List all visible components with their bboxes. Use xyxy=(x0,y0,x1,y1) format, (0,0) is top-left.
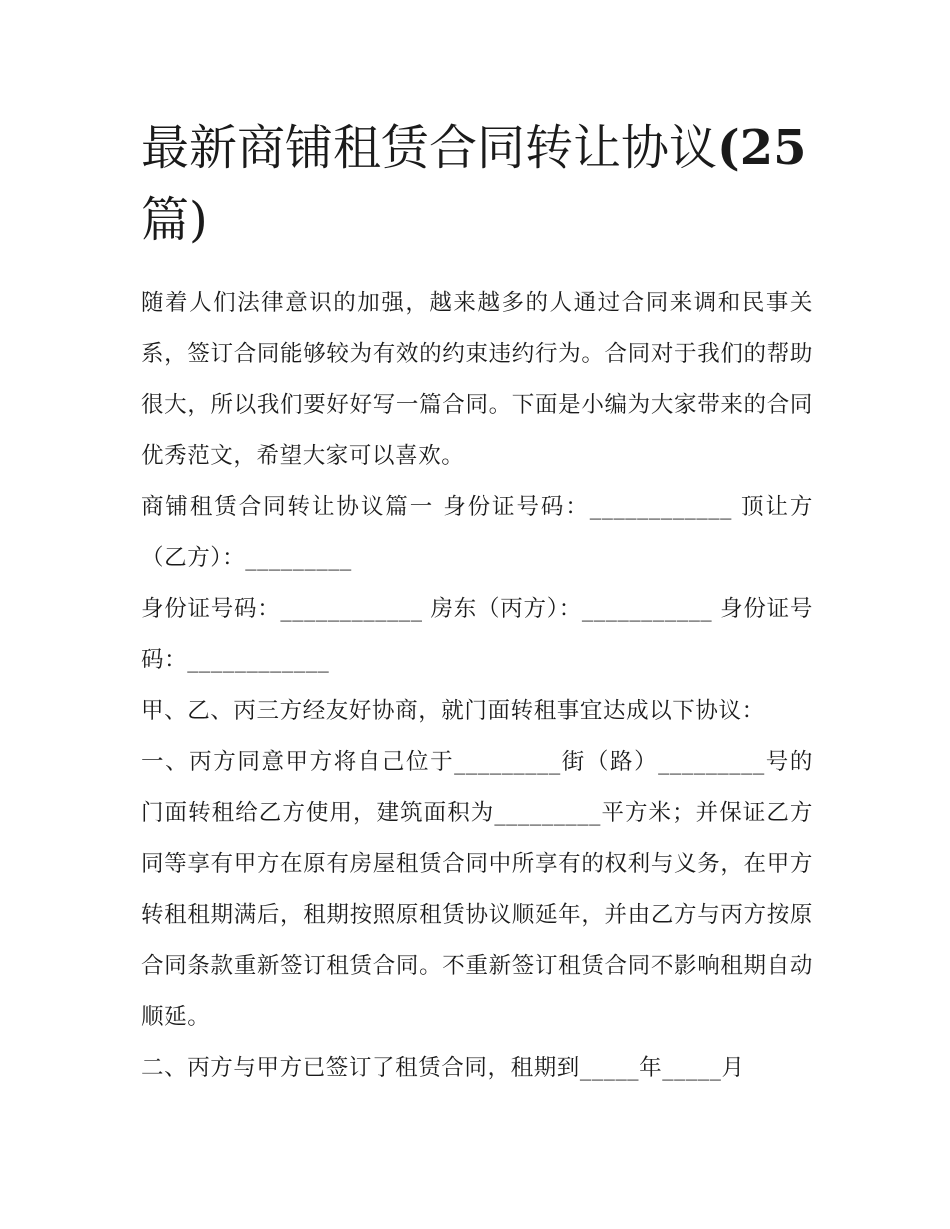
clause-one-paragraph: 一、丙方同意甲方将自己位于_________街（路）_________号的门面转租给乙方使用，建筑面积为_________平方米；并保证乙方同等享有甲方在原有房屋租赁合同中所享有的权利与义务，在甲方转租租期满后，租期按照原租赁协议顺延年，并由乙方与丙方按原合同条款重新签订租赁合同。不重新签订租赁合同不影响租期自动顺延。 xyxy=(141,749,813,1030)
party-a-id-paragraph: 商铺租赁合同转让协议篇一 身份证号码：____________ 顶让方（乙方）：_________ xyxy=(141,494,813,571)
party-c-id-paragraph: 身份证号码：____________ 房东（丙方）：___________ 身份证号码：____________ xyxy=(141,596,813,673)
agreement-intro-paragraph: 甲、乙、丙三方经友好协商，就门面转租事宜达成以下协议： xyxy=(141,698,765,724)
title-suffix: (25 xyxy=(717,120,807,176)
title-main: 最新商铺租赁合同转让协议 xyxy=(141,120,718,176)
intro-paragraph: 随着人们法律意识的加强，越来越多的人通过合同来调和民事关系，签订合同能够较为有效的约束违约行为。合同对于我们的帮助很大，所以我们要好好写一篇合同。下面是小编为大家带来的合同优秀范文，希望大家可以喜欢。 xyxy=(141,290,813,469)
document-title xyxy=(141,112,813,256)
title-line2: 篇) xyxy=(141,192,208,248)
clause-two-paragraph: 二、丙方与甲方已签订了租赁合同，租期到_____年_____月 xyxy=(141,1055,745,1081)
document-page xyxy=(141,112,813,1094)
